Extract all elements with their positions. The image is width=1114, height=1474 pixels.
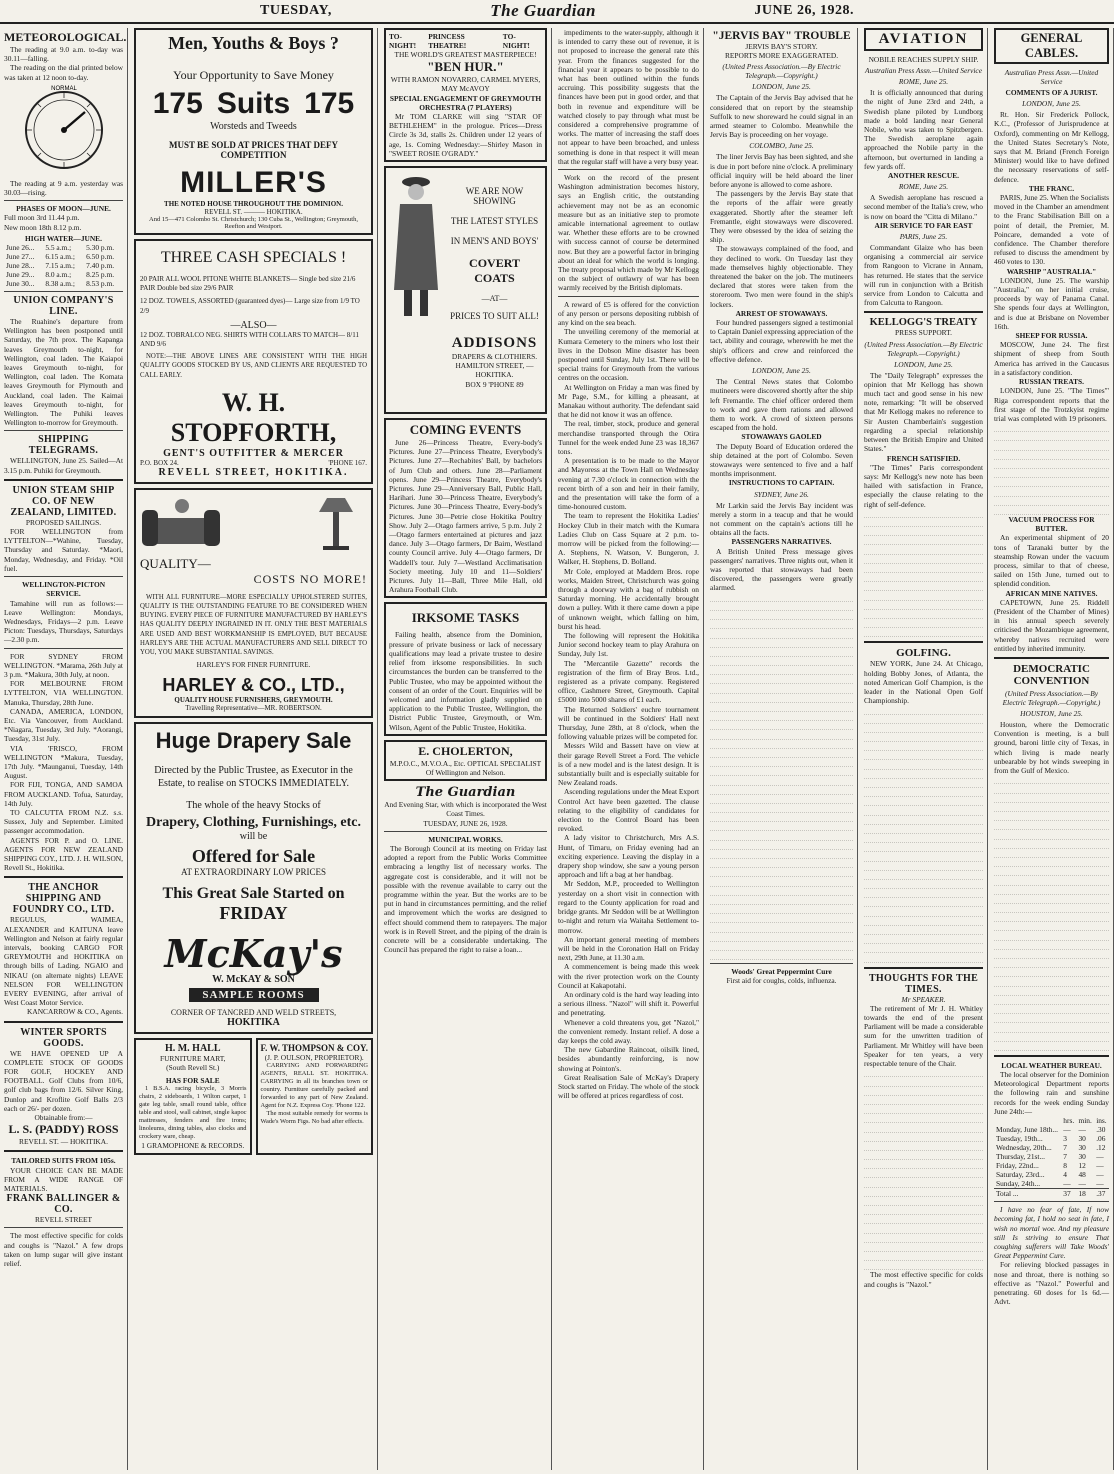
news-item: The most effective specific for colds and coughs is "Nazol.": [864, 1270, 983, 1289]
anchor-text: REGULUS, WAIMEA, ALEXANDER and KAITUNA leave Wellington and Nelson at fairly regular intervals, booking CARGO FOR GREYMOUTH and HOKITIKA on through bills of Lading. NGAIO and NIKAU (on alternate nights) LEAVE NELSON FOR WELLINGTON EVERY EVENING, after arrival of West Coast Motor Service.: [4, 915, 123, 1008]
cables-header: [994, 28, 1109, 64]
stopforth-logo: W. H. STOPFORTH,: [170, 387, 337, 447]
also: —ALSO—: [230, 319, 277, 331]
at: —AT—: [481, 294, 508, 304]
airservice-title: AIR SERVICE TO FAR EAST: [874, 220, 973, 230]
news-item: The Captain of the Jervis Bay advised that he considered that on report by the steamship Suffolk to new shoreward he could signal in an armed steamer to Colombo. Meanwhile the Jervis Bay is proceeding on her voyage.: [710, 93, 853, 140]
narratives-title: PASSENGERS NARRATIVES.: [731, 537, 832, 547]
man-in-coat-illustration-icon: [390, 172, 442, 320]
note: NOTE:—THE ABOVE LINES ARE CONSISTENT WITH THE HIGH QUALITY GOODS STOCKED BY US, AND CLIENTS ARE REQUESTED TO CALL EARLY.: [140, 353, 367, 379]
body-text-lines: [710, 593, 853, 961]
news-item: The following will represent the Hokitika Junior second hockey team to play Arahura on Sunday, July 1st.: [558, 631, 699, 659]
ballinger-tail: The most effective specific for colds and coughs is "Nazol." A few drops taken on lump sugar will give instant relief.: [4, 1231, 123, 1269]
irksome-text: Failing health, absence from the Dominion, pressure of private business or lack of necessary qualifications may lead a private trustee to desire relief from irksome responsibilities. In such circumstances the burden can be transferred to the Public Trustee, who may be appointed without the consent of an order of the Court. Enquiries will be welcomed and information gladly supplied on application to the Public Trustee, Wellington, the District Public Trustee, Greymouth, or Wm. Wilson, Agent of the Public Trustee, Hokitika.: [389, 630, 542, 732]
table-row: Friday, 22nd... 8 12 —: [996, 1161, 1104, 1171]
stopforth-addr: REVELL STREET, HOKITIKA.: [158, 466, 349, 478]
news-item: Messrs Wild and Bassett have on view at their garage Revell Street a Ford. The vehicle is of a new model and is the latest design. It is substantially built and is especially suitable for New Zealand roads.: [558, 741, 699, 788]
moon-title: PHASES OF MOON—JUNE.: [16, 204, 111, 214]
french-title: FRENCH SATISFIED.: [886, 453, 961, 463]
news-item: The Central News states that Colombo mutineers were discovered shortly after the ship left Fremantle. The chief officer ordered them to work and gave them rations and allowed them to work. A crowd of sixteen persons escaped from the hold.: [710, 377, 853, 433]
table-row: Monday, June 18th... — — .30: [996, 1125, 1106, 1135]
mensboys: IN MEN'S AND BOYS': [450, 236, 539, 247]
kellogg-sub: PRESS SUPPORT.: [895, 328, 952, 338]
table-row: Tuesday, 19th... 3 30 .06: [996, 1134, 1106, 1144]
furniture-illustration-icon: [140, 496, 230, 552]
news-item: A British United Press message gives passengers' narratives. Three nights out, when it was reported that stowaways had been discovered, the passengers were greatly alarmed.: [710, 546, 853, 593]
hall-sale: HAS FOR SALE: [165, 1075, 220, 1085]
hall-sub: FURNITURE MART,: [159, 1054, 226, 1064]
dateline: ROME, June 25.: [898, 182, 949, 192]
thompson-text: CARRYING AND FORWARDING AGENTS, REALL ST. HOKITIKA. CARRYING in all its branches town or country. Furniture carefully packed and forwarded to any part of New Zealand. Agent for N.Z. Express Coy. 'Phone 122.: [260, 1062, 368, 1110]
directed: Directed by the Public Trustee, as Executor in the Estate, to realise on STOCKS IMMEDIATELY.: [154, 765, 353, 790]
news-item: An ordinary cold is the hard way leading into a serious illness. "Nazol" will shift it. Powerful and penetrating.: [558, 989, 699, 1018]
winter-title: WINTER SPORTS GOODS.: [20, 1026, 107, 1049]
news-item: A presentation is to be made to the Mayor and Mayoress at the Town Hall on Wednesday evening at 7.30 o'clock in connection with the recent birth of a son and heir in their family, and the presentation will take the form of a time-honoured custom.: [558, 456, 699, 512]
obtainable: Obtainable from:—: [34, 1113, 93, 1123]
masthead-day: TUESDAY,: [260, 3, 332, 18]
news-item: Four hundred passengers signed a testimonial to Captain Daniel expressing appreciation of the tact, ability and courage, wherewith he met the ship's officers and crew and reinforced the effective defence.: [710, 318, 853, 364]
instructions-title: INSTRUCTIONS TO CAPTAIN.: [728, 478, 835, 488]
table-row: June 28... 7.15 a.m.; 7.40 p.m.: [6, 261, 115, 271]
assoc: Australian Press Assn.—United Service: [864, 66, 982, 76]
dateline: LONDON, June 25.: [894, 359, 953, 369]
moon-row: New moon 18th 8.12 p.m.: [4, 222, 82, 232]
special-2: 12 DOZ. TOWELS, ASSORTED (guaranteed dyes)— Large size from 1/9 TO 2/9: [140, 297, 360, 315]
small-ads-row: [134, 1038, 373, 1159]
millers-addr2: And 15—471 Colombo St. Christchurch; 130 Cuba St., Wellington; Greymouth, Reefton and Westport.: [149, 216, 358, 230]
masthead: [0, 0, 1114, 24]
three-cash: THREE CASH SPECIALS !: [160, 249, 347, 266]
thoughts-sub: Mr SPEAKER.: [901, 994, 946, 1004]
dateline: LONDON, June 25.: [752, 82, 811, 92]
table-row: Sunday, 24th... — — —: [996, 1179, 1104, 1189]
frisco-text: VIA 'FRISCO, FROM WELLINGTON *Makura, Tuesday, 17th July. *Maunganui, Tuesday, 14th August.: [4, 743, 123, 781]
table-row: June 26... 5.5 a.m.; 5.30 p.m.: [6, 243, 115, 253]
worsteds: Worsteds and Tweeds: [210, 121, 297, 132]
dateline: LONDON, June 25.: [752, 366, 811, 376]
news-item: The retirement of Mr J. H. Whitley towards the end of the present Parliament will be made a considerable sum for the unwritten tradition of Parliament. Mr Whitley will have been Speaker for ten years, a very respectable tenure of the Chair.: [864, 1003, 983, 1069]
friday: FRIDAY: [219, 903, 288, 924]
column-7: [990, 28, 1114, 1470]
tonight: TO-NIGHT!: [389, 32, 417, 50]
men-title: Men, Youths & Boys ?: [168, 33, 339, 53]
news-item: An important general meeting of members will be held in the Coronation Hall on Friday next, 29th June, at 11.30 a.m.: [558, 934, 699, 963]
news-item: The Returned Soldiers' euchre tournament will be continued in the Soldiers' Hall next Thursday, June 28th, at 8 o'clock, when the following valuable prizes will be competed for.: [558, 704, 699, 742]
stopforth-box: P.O. BOX 24.: [140, 458, 179, 467]
calcutta-text: TO CALCUTTA FROM N.Z. s.s. Sussex, July and September. Limited passenger accommodation.: [4, 807, 123, 836]
suits-number: 175: [304, 87, 355, 120]
thompson-tail: The most suitable remedy for worms is Wade's Worm Figs. No bad after effects.: [260, 1110, 368, 1126]
news-item: The real, timber, stock, produce and general merchandise transported through the Otira Tunnel for the week ended June 23 was 18,367 tons.: [558, 419, 699, 456]
news-item: A lady visitor to Christchurch, Mrs A.S. Hunt, of Timaru, on Friday evening had an exciting experience. Leaving the display in a drapery shop window, she saw a young person approach and lift a bag at her handbag.: [558, 833, 699, 880]
offered: Offered for Sale: [191, 846, 316, 867]
news-item: The local observer for the Dominion Meteorological Department reports the following rain and sunshine records for the week ending Sunday June 24th:—: [994, 1070, 1109, 1116]
sample-rooms: SAMPLE ROOMS: [189, 988, 319, 1002]
fiji-text: FOR FIJI, TONGA, AND SAMOA FROM AUCKLAND. Tofua, Saturday, 14th July.: [4, 780, 123, 808]
sheep-title: SHEEP FOR RUSSIA.: [1015, 331, 1088, 341]
drapery-line: Drapery, Clothing, Furnishings, etc.: [145, 815, 362, 831]
news-item: A Swedish aeroplane has rescued a second member of the Italia's crew, who is now on board the "Citta di Milano.": [864, 193, 983, 221]
canada-text: CANADA, AMERICA, LONDON, Etc. Via Vancouver, from Auckland. *Niagara, Tuesday, 3rd July. *Aorangi, Tuesday, 31st July.: [4, 706, 123, 744]
addisons-ad: [384, 166, 547, 414]
golfing-title: GOLFING.: [896, 647, 951, 660]
agents-text: AGENTS FOR P. and O. LINE. AGENTS FOR NEW ZEALAND SHIPPING COY., LTD. J. H. WILSON, Revell St., Hokitika.: [4, 835, 123, 873]
news-item: Great Realisation Sale of McKay's Drapery Stock started on Friday. The whole of the stock will be offered at prices regardless of cost.: [558, 1072, 699, 1101]
masthead-date: JUNE 26, 1928.: [754, 3, 854, 18]
african-title: AFRICAN MINE NATIVES.: [1005, 588, 1098, 598]
coming-title: COMING EVENTS: [409, 422, 522, 438]
aviation-title: AVIATION: [878, 31, 969, 47]
harley-text: WITH ALL FURNITURE—MORE ESPECIALLY UPHOLSTERED SUITES, QUALITY IS THE OUTSTANDING FEATURE TO BE CONSIDERED WHEN BUYING. EVERY PIECE OF FURNITURE MANUFACTURED BY HARLEY'S HAS QUALITY DEEPLY INGRAINED IN IT. ONLY THE BEST MATERIALS ARE USED AND BEST WORKMANSHIP IS EMPLOYED, BUT BECAUSE HARLEY'S ARE THE ACTUAL MANUFACTURERS AND SELL DIRECT TO YOU, YOU MAKE SUBSTANTIAL SAVINGS.: [140, 593, 367, 657]
millers-logo: MILLER'S: [180, 166, 327, 199]
news-item: MOSCOW, June 24. The first shipment of sheep from South America has arrived in the Caucasus in a satisfactory condition.: [994, 340, 1109, 377]
coming-text: June 26—Princess Theatre, Every-body's Pictures. June 27—Princess Theatre, Everybody's Pictures. June 27—Rechabites' Ball, by bachelors of Jum Club and others. June 28—Parliament opens. June 29—Princess Theatre, Everybody's Pictures. June 29—Anniversary Ball, Public Hall, Harihari. June 30—Princess Theatre, Everybody's Pictures. June 30—Princess Theatre, Every-body's Pictures. June 30—Petrie close Hokitika Poultry Show. July 2—Otago farmers arrive, 5 p.m. July 2—Otago farmers entertained at pictures and jazz dance. July 3—Otago farmers, Dr Bairn, Westland county Council arrive. July 4—Otago farmers, Dr Waddell's tour. July 7—Westland Acclimatisation Society meeting. July 10 and 11—Soldiers' Pictures. July 11—Ball, Three Mile Hall, old Arahura Football Club.: [389, 438, 542, 595]
thoughts-title: THOUGHTS FOR THE TIMES.: [868, 972, 979, 995]
benhur: "BEN HUR.": [427, 59, 504, 75]
table-row: June 30... 8.38 a.m.; 8.53 p.m.: [6, 279, 115, 289]
news-item: The passengers by the Jervis Bay state that the reports of the affair were greatly exaggerated. Shortly after the steamer left Fremantle, eight stowaways were discovered. They were obsessed by the idea of seizing the ship.: [710, 189, 853, 245]
guardian-sub: And Evening Star, with which is incorporated the West Coast Times.: [384, 800, 547, 819]
shipping-title: SHIPPING TELEGRAMS.: [28, 434, 99, 457]
millers-ad: [134, 28, 373, 235]
table-row: Thursday, 21st... 7 30 —: [996, 1152, 1104, 1162]
cough-sub: First aid for coughs, colds, influenza.: [726, 976, 837, 986]
vacuum-title: VACUUM PROCESS FOR BUTTER.: [1008, 514, 1095, 534]
news-item: CAPETOWN, June 25. Riddell (President of the Chamber of Mines) in his annual speech severely criticised the Mozambique agreement, whereby natives recruited were entitled by inherited immunity.: [994, 597, 1109, 653]
news-item: The "Mercantile Gazette" records the registration of the firm of Bray Bros. Ltd., registered as a private company. Registered office, Cashmere Street, Greymouth. Capital £5000 into 5000 shares of £1 each.: [558, 658, 699, 705]
mrtom: Mr TOM CLARKE will sing "STAR OF BETHLEHEM" in the prologue. Prices—Dress Circle 3s 3d, stalls 2s. Children under 12 years of age, 1s. Coming Wednesday:—Shirley Mason in "SWEET ROSIE O'GRADY.": [389, 112, 542, 158]
millers-sub: THE NOTED HOUSE THROUGHOUT THE DOMINION.: [164, 200, 343, 208]
weather-title: LOCAL WEATHER BUREAU.: [1001, 1060, 1102, 1070]
news-item: Mr Seddon, M.P., proceeded to Wellington yesterday on a short visit in connection with regard to the County application for road and bridge grants. Mr Seddon will be at Wellington to-night and return via Waitaha Settlement to-morrow.: [558, 879, 699, 935]
stopforth-phone: 'PHONE 167.: [328, 458, 367, 467]
column-3: [380, 28, 552, 1470]
cholerton-ad: [384, 740, 547, 781]
harley-sub: QUALITY HOUSE FURNISHERS, GREYMOUTH.: [174, 696, 333, 705]
union-text: The Ruahine's departure from Wellington has been postponed until Saturday, the 7th prox. The Kapanga leaves Greymouth to-night, for Wellington, coal laden. The Kaiapoi leaves Greymouth to-night, for Wellington, coal laden. The Komata leaves Greymouth for Plymouth and Auckland, coal laden. The Kaimai leaves Greymouth to-night, for Wellington. The Puhiki leaves Wellington to-morrow for Greymouth.: [4, 317, 123, 428]
dial-label: NORMAL: [50, 85, 77, 92]
table-row: hrs. min. ins.: [1063, 1116, 1107, 1126]
prices: PRICES TO SUIT ALL!: [450, 311, 539, 322]
meteo-title: METEOROLOGICAL.: [4, 30, 127, 44]
jervis-sub: JERVIS BAY'S STORY.: [745, 42, 818, 51]
news-item: A commencement is being made this week with the river protection work on the County Council at Kakapotahi.: [558, 962, 699, 990]
harley-name: HARLEY & CO., LTD.,: [162, 675, 345, 696]
suits-number: 175: [152, 87, 203, 120]
opportunity: Your Opportunity to Save Money: [173, 68, 334, 82]
arrest-title: ARREST OF STOWAWAYS.: [735, 308, 828, 318]
guardian-title: The Guardian: [415, 785, 516, 801]
news-item: Work on the record of the present Washington administration becomes history, says an English critic, the outstanding achievement may not be as an economic measure but as an initiative step to promote amicable international agreement to outlaw war. Whether these efforts are to be crowned with success cannot of course be determined now. But they are a powerful factor in bringing about an ideal for which the world is longing. The treaty proposal which made by Mr Kellogg on the subject of outlawry of war has been warmly received by the British diplomats.: [558, 173, 699, 293]
news-item: PARIS, June 25. When the Socialists moved in the Chamber an amendment to the Franc Stabilisation Bill on a point of detail, the Premier, M. Poincare, demanded a vote of confidence. The Chamber therefore refused to discuss the amendment by 460 votes to 130.: [994, 193, 1110, 267]
news-item: Houston, where the Democratic Convention is meeting, is a bull ground, baroni little city of Texas, in which living is made nearly unbearable by hot winds sweeping in from the Gulf of Mexico.: [994, 720, 1109, 776]
news-item: Whenever a cold threatens you, get "Nazol," the convenient remedy. Instant relief. A dose a day keeps the cold away.: [558, 1017, 699, 1045]
addisons-addr: HAMILTON STREET, — HOKITIKA.: [455, 361, 534, 380]
extraordinary: AT EXTRAORDINARY LOW PRICES: [180, 867, 327, 878]
body-text-lines: [994, 423, 1109, 515]
addisons-logo: ADDISONS: [451, 335, 538, 352]
ross-name: L. S. (PADDY) ROSS: [8, 1122, 119, 1137]
special-1: 20 PAIR ALL WOOL PITONE WHITE BLANKETS— Single bed size 21/6 PAIR Double bed size 29/6 PAIR: [140, 275, 356, 293]
anchor-agent: KANCARROW & CO., Agents.: [27, 1007, 123, 1017]
lamp-illustration-icon: [307, 496, 367, 552]
news-item: The "Daily Telegraph" expresses the opinion that Mr Kellogg has shown much tact and good sense in his new note, remarking: "It will be observed that Mr Kellogg makes no reference to Sir Austen Chamberlain's suggestion regarding a special relationship between the British Empire and United States.": [864, 370, 983, 454]
news-item: impediments to the water-supply, although it is intended to carry these out of revenue, it is not proposed to increase the general rate this year. From the finances suggested for the financial year it appears to be possible to do what has been outlined within the funds accruing. This possibility suggests that the finances have been put in good order, and that both in revenue and expenditure will be watched closely to pay through what must be considered a comprehensive programme of works. The matter of increasing the staff does not appear to have been broached, and unless something is done in that respect it will mean that the regular staff will have a very busy year.: [558, 28, 699, 166]
addisons-sub: DRAPERS & CLOTHIERS.: [451, 352, 538, 362]
meteo-text: The reading at 9.0 a.m. to-day was 30.11—falling.: [4, 45, 123, 64]
thompson-title: F. W. THOMPSON & COY.: [260, 1043, 368, 1054]
irksome-title: IRKSOME TASKS: [411, 610, 520, 626]
covert: COVERT COATS: [469, 256, 520, 286]
russian-title: RUSSIAN TREATS.: [1018, 377, 1085, 387]
cables-title: GENERAL CABLES.: [1020, 31, 1083, 60]
news-item: "The Times" Paris correspondent says: Mr Kellogg's new note has been hailed with satisfaction in France, especially the clause relating to the right of self-defence.: [864, 462, 983, 509]
hokitika: HOKITIKA: [227, 1017, 280, 1029]
irksome-ad: [384, 602, 547, 735]
news-item: At Wellington on Friday a man was fined by Mr Page, S.M., for killing a pheasant, at Manakau without authority. The defendant said that he did not know it was an offence.: [558, 382, 699, 420]
column-2: [130, 28, 378, 1470]
hall-tail: 1 GRAMOPHONE & RECORDS.: [141, 1140, 245, 1150]
dateline: HOUSTON, June 25.: [1020, 709, 1083, 719]
news-item: Mr Cole, employed at Maddern Bros. rope works, Maiden Street, Christchurch was going through a doorway with a bag of rubbish on Saturday morning. He accidentally brought down a pulley. With it there came down a pipe of unknown weight, which falling on him, burst his head.: [558, 566, 699, 631]
cough-title: Woods' Great Peppermint Cure: [731, 967, 832, 977]
tailored: TAILORED SUITS FROM 105s.: [11, 1156, 116, 1166]
another-title: ANOTHER RESCUE.: [887, 171, 960, 181]
democratic-title: DEMOCRATIC CONVENTION: [1013, 663, 1090, 688]
news-item: Mr Larkin said the Jervis Bay incident was merely a storm in a teacup and that he would not comment on the captain's actions till he obtains all the facts.: [710, 500, 853, 538]
masterpiece: THE WORLD'S GREATEST MASTERPIECE!: [394, 50, 537, 59]
ballinger-text: YOUR CHOICE CAN BE MADE FROM A WIDE RANGE OF MATERIALS.: [4, 1165, 123, 1194]
stowaways-title: STOWAWAYS GAOLED: [741, 432, 822, 442]
body-text-lines: [864, 509, 983, 638]
body-text-lines: [864, 705, 983, 962]
dateline: ROME, June 25.: [898, 77, 949, 87]
dateline: COLOMBO, June 25.: [749, 141, 814, 151]
barometer-dial: [4, 84, 123, 177]
table-row: June 29... 8.0 a.m.; 8.25 p.m.: [6, 270, 115, 280]
costs: COSTS NO MORE!: [253, 571, 367, 586]
news-item: LONDON, June 25. The warship "Australia," on her initial cruise, proceeds by way of Panama Canal. She spends four days at Wellington, and is due at Brisbane on November 16th.: [994, 275, 1109, 331]
news-item: Rt. Hon. Sir Frederick Pollock, K.C., (Professor of Jurisprudence at Oxford), commenting on Mr Kellogg, the United States Secretary's Note, says that M. Briand (French Foreign Minister) would like to have defined the necessary reservations of self-defence.: [994, 110, 1109, 184]
usco-sub: PROPOSED SAILINGS.: [25, 517, 102, 527]
news-item: The stowaways complained of the food, and they declined to work. On Tuesday last they made themselves highly objectionable. They threatened the baker on the job. The mutineers declared that stores were taken from the storeroom. Two men were found in the ship's lockers.: [710, 244, 853, 309]
harley-illustration: [140, 494, 367, 552]
table-row: Total ... 37 18 .37: [994, 1189, 1109, 1199]
shipping-text: WELLINGTON, June 25. Sailed—At 3.15 p.m. Puhiki for Greymouth.: [4, 456, 123, 475]
municipal-text: The Borough Council at its meeting on Friday last adopted a report from the Public Works Committee embracing a lengthy list of necessary works. The aggregate cost is considerable, and it will not be possible with the revenue available to carry out the programme within the year. But the works are to be put in hand in circumstances permitting, and the relief and improvement which the works are designed to effect should commend them to ratepayers. The major work is in Revell Street, and the piping of the drain is concrete will be a considerable undertaking. The Council has prepared the right to raise a loan...: [384, 843, 547, 955]
news-item: Commandant Glaize who has been organising a commercial air service from Rangoon to Vicrane in Annam, has returned. He states that the service will run in conjunction with a British service from London to Calcutta and from Calcutta to Rangoon.: [864, 243, 983, 308]
news-item: The team to represent the Hokitika Ladies' Hockey Club in their match with the Kumara Ladies Club on Cass Square at 2 p.m. to-morrow will be picked from the following:—A. Stephens, N. Watson, V. Bungeron, J. Walker, H. Stephens, D. Bolland.: [558, 511, 699, 567]
column-1: [0, 28, 128, 1470]
news-item: The liner Jervis Bay has been sighted, and she is due in port before nine o'clock. A preliminary official inquiry will be held aboard the liner before anyone is allowed to come ashore.: [710, 152, 853, 190]
benhur-cast: WITH RAMON NOVARRO, CARMEL MYERS, MAY McAVOY: [390, 75, 541, 94]
hall-addr: (South Revell St.): [166, 1063, 220, 1073]
union-title: UNION COMPANY'S LINE.: [13, 295, 114, 318]
news-item: The unveiling ceremony of the memorial at Kumara Cemetery to the miners who lost their lives in the Dobson Mine disaster has been postponed until Sunday, July 1st. There will be special trains for Greymouth from the various centres on the occasion.: [558, 327, 699, 383]
masthead-paper: The Guardian: [490, 1, 596, 20]
ballinger-addr: REVELL STREET: [35, 1215, 92, 1225]
cholerton-sub: M.P.O.C., M.V.O.A., Etc. OPTICAL SPECIALIST: [389, 758, 542, 768]
body-text-lines: [994, 775, 1109, 1051]
comments-title: COMMENTS OF A JURIST.: [1005, 88, 1098, 97]
showing: WE ARE NOW SHOWING: [465, 186, 524, 207]
assoc: Australian Press Assn.—United Service: [1004, 68, 1099, 86]
ballinger-name: FRANK BALLINGER & CO.: [6, 1193, 121, 1216]
news-item: An experimental shipment of 20 tons of Taranaki butter by the steamship Rowan under the vacuum process, similar to that of cheese, sailed on 15th June, turned out to splendid condition.: [994, 533, 1109, 589]
meteo-text: The reading at 9 a.m. yesterday was 30.03—rising.: [4, 178, 123, 198]
wellington-title: WELLINGTON-PICTON SERVICE.: [21, 580, 106, 599]
news-item: LONDON, June 25. "The Times'" Riga correspondent reports that the first stage of the Trotzkyist regime trial was completed with 19 prisoners.: [994, 386, 1109, 423]
hall-ad: [134, 1038, 252, 1155]
ross-addr: REVELL ST. — HOKITIKA.: [19, 1137, 108, 1147]
column-4: [554, 28, 704, 1470]
princess-title: PRINCESS THEATRE!: [428, 32, 467, 50]
news-item: Ascending regulations under the Meat Export Control Act have been gazetted. The clause relating to the eligibility of candidates for election to the Control Board has been revoked.: [558, 787, 699, 834]
news-item: It is officially announced that during the night of June 23rd and 24th, a Swedish plane piloted by Lundborg made a bold landing near General Nobile, who was taken to Spitzbergen. The Swedish aeroplane again approached the Nobile party in the afternoon, but overturned in landing a few yards off.: [864, 88, 983, 171]
wellington-text: Tamahine will run as follows:— Leave Wellington: Mondays, Wednesdays, Fridays—2 p.m. Leave Picton: Tuesdays, Thursdays, Saturdays—2.30 p.m.: [4, 598, 123, 645]
aviation-header: [864, 28, 983, 51]
guardian-date: TUESDAY, JUNE 26, 1928.: [423, 818, 508, 828]
drapery-title: Huge Drapery Sale: [155, 728, 352, 754]
warship-title: WARSHIP "AUSTRALIA.": [1006, 266, 1097, 276]
thompson-ad: [256, 1038, 374, 1155]
cholerton-addr: Of Wellington and Nelson.: [425, 767, 506, 777]
whole: The whole of the heavy Stocks of: [186, 800, 321, 812]
dateline: SYDNEY, June 26.: [754, 489, 809, 499]
assoc: (United Press Association.—By Electric Telegraph.—Copyright.): [1002, 689, 1101, 708]
news-item: NEW YORK, June 24. At Chicago, holding Bobby Jones, of Atlanta, the noted American Golf Champion, is the leader in the National Open Golf Championship.: [864, 659, 983, 706]
table-row: Saturday, 23rd... 4 48 —: [996, 1170, 1104, 1180]
stopforth-sub: GENT'S OUTFITTER & MERCER: [163, 447, 344, 459]
assoc: (United Press Association.—By Electric Telegraph.—Copyright.): [722, 62, 841, 81]
anchor-title: THE ANCHOR SHIPPING AND FOUNDRY CO., LTD.: [12, 882, 115, 916]
quality: QUALITY—: [140, 555, 211, 571]
special-3: 12 DOZ. TOBRALCO NEG. SHIRTS WITH COLLARS TO MATCH— 8/11 AND 9/6: [140, 330, 359, 349]
verse: I have no fear of fate, If now becoming fat, I hold no seat in fate, I wish no mortal woe. And my pleasure still Is striving to ensure That coughing sufferers will Take Woods' Great Peppermint Cure.: [994, 1205, 1109, 1261]
table-row: Wednesday, 20th... 7 30 .12: [996, 1143, 1106, 1153]
news-item: A reward of £5 is offered for the conviction of any person or persons depositing rubbish of any kind on the sea beach.: [558, 299, 699, 328]
assoc: (United Press Association.—By Electric Telegraph.—Copyright.): [864, 339, 983, 358]
aviation-sub: NOBILE REACHES SUPPLY SHIP.: [868, 55, 979, 64]
reports: REPORTS MORE EXAGGERATED.: [724, 51, 839, 61]
coming-events: [384, 418, 547, 598]
cholerton-title: E. CHOLERTON,: [418, 743, 513, 758]
barometer-dial-icon: [9, 84, 119, 172]
usco-title: UNION STEAM SHIP CO. OF NEW ZEALAND, LIMITED.: [10, 484, 117, 518]
corner: CORNER OF TANCRED AND WELD STREETS,: [170, 1008, 337, 1018]
latest: THE LATEST STYLES: [450, 216, 539, 227]
stopforth-ad: [134, 239, 373, 484]
tide-title: HIGH WATER—JUNE.: [25, 233, 102, 243]
mckays-logo: McKay's: [164, 931, 343, 977]
harley-ad: [134, 488, 373, 718]
column-6: [860, 28, 988, 1470]
franc-title: THE FRANC.: [1028, 183, 1075, 193]
sydney-text: FOR SYDNEY FROM WELLINGTON. *Marama, 26th July at 3 p.m. *Makura, 30th July, at noon.: [4, 651, 123, 679]
addisons-box: BOX 9 'PHONE 89: [465, 379, 524, 389]
weather-table: [994, 1116, 1109, 1198]
jervis-title: "JERVIS BAY" TROUBLE: [712, 30, 851, 42]
news-item: The new Gabardine Raincoat, oilsilk lined, besides abundantly reinforcing, is now showing at Pointon's.: [558, 1045, 699, 1073]
harley-rep: Travelling Representative—MR. ROBERTSON.: [185, 704, 322, 713]
thompson-sub: (J. P. OULSON, PROPRIETOR).: [264, 1053, 364, 1063]
tide-table: [4, 243, 123, 288]
usco-text: FOR WELLINGTON from LYTTELTON—*Wahine, Tuesday, Thursday and Saturday. *Maori, Monday, Wednesday, and Friday. *Oil fuel.: [4, 527, 123, 573]
mckay-son: W. McKAY & SON: [212, 974, 295, 986]
millers-addr: REVELL ST. ——— HOKITIKA.: [204, 208, 303, 216]
moon-row: Full moon 3rd 11.44 p.m.: [4, 213, 80, 223]
must-be: MUST BE SOLD AT PRICES THAT DEFY COMPETITION: [168, 140, 339, 160]
will-be: will be: [239, 831, 268, 843]
harley-tag: HARLEY'S FOR FINER FURNITURE.: [196, 661, 311, 670]
news-item: For relieving blocked passages in nose and throat, there is nothing so effective as "Nazol." Powerful and penetrating. 60 doses for 1s 6d.—Advt.: [994, 1260, 1109, 1307]
dateline: LONDON, June 25.: [1022, 99, 1081, 109]
table-row: June 27... 6.15 a.m.; 6.50 p.m.: [6, 252, 115, 262]
kellogg-title: KELLOGG'S TREATY: [869, 317, 978, 329]
tonight: TO-NIGHT!: [502, 32, 530, 50]
winter-text: WE HAVE OPENED UP A COMPLETE STOCK OF GOODS FOR GOLF, HOCKEY AND FOOTBALL. Golf Clubs from 10/6, golf club bags from 12/6. Silver King, Dunlop and Kroflite Golf Balls 2/3 each or 26/- per dozen.: [4, 1048, 123, 1113]
princess-ad: [384, 28, 547, 162]
suits-word: Suits: [216, 87, 291, 120]
hall-text: 1 B.S.A. racing bicycle, 3 Morris chairs, 2 sideboards, 1 Wilton carpet, 1 gate leg table, small round table, office table and stool, wall cabinet, single kapoc mattresses, fenders and fire irons; linoleums, dining tables, also clocks and crockery ware, cheap.: [139, 1084, 247, 1140]
meteo-text: The reading on the dial printed below was taken at 12 noon to-day.: [4, 63, 123, 82]
dateline: PARIS, June 25.: [899, 232, 948, 242]
column-5: [706, 28, 858, 1470]
hall-title: H. M. HALL: [164, 1043, 221, 1055]
orchestra: SPECIAL ENGAGEMENT OF GREYMOUTH ORCHESTRA (7 PLAYERS): [389, 93, 542, 112]
sale-started: This Great Sale Started on: [162, 885, 345, 903]
municipal-title: MUNICIPAL WORKS.: [428, 834, 503, 844]
body-text-lines: [864, 1068, 983, 1270]
melbourne-text: FOR MELBOURNE FROM LYTTELTON, VIA WELLINGTON. Manuka, Thursday, 28th June.: [4, 679, 123, 707]
news-item: The Deputy Board of Education ordered the ship detained at the port of Colombo. Seven stowaways were sentenced to five and a half months imprisonment.: [710, 441, 853, 479]
drapery-ad: [134, 722, 373, 1034]
